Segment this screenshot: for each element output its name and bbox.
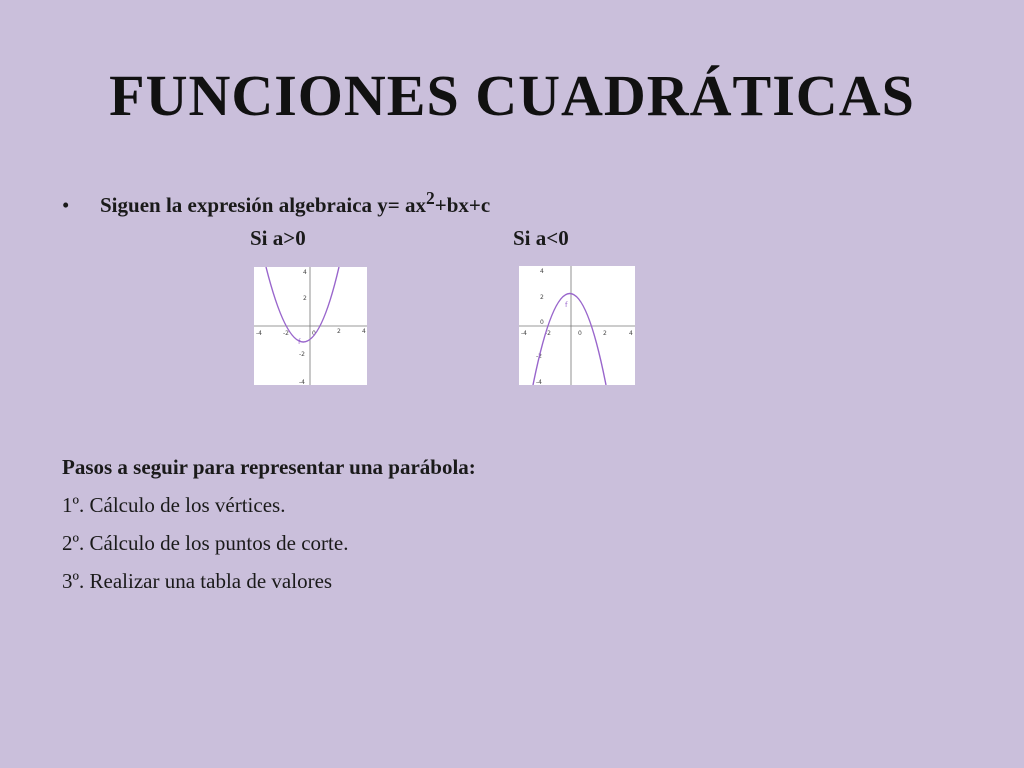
bullet-marker: • — [62, 193, 70, 217]
y-tick: 0 — [540, 319, 544, 326]
parabola-negative-svg — [519, 266, 635, 385]
x-tick: 2 — [603, 330, 607, 337]
step-item: 1º. Cálculo de los vértices. — [62, 493, 286, 517]
x-tick: 0 — [312, 330, 316, 337]
curve-label: f — [298, 338, 301, 346]
parabola-curve — [266, 267, 339, 342]
y-tick: 4 — [303, 269, 307, 276]
parabola-graph-positive — [254, 267, 367, 385]
x-tick: -4 — [256, 330, 262, 337]
y-tick: -4 — [299, 379, 305, 385]
expression-text: Siguen la expresión algebraica y= ax — [100, 193, 427, 217]
y-tick: -2 — [299, 351, 305, 358]
x-tick: 0 — [578, 330, 582, 337]
condition-negative: Si a<0 — [513, 226, 569, 250]
x-tick: 4 — [629, 330, 633, 337]
y-tick: 2 — [303, 295, 307, 302]
curve-label: f — [565, 301, 568, 309]
expression-text-end: +bx+c — [434, 193, 491, 217]
parabola-positive-svg — [254, 267, 367, 385]
condition-positive: Si a>0 — [250, 226, 306, 250]
expression-exponent: 2 — [426, 188, 435, 208]
x-tick: -2 — [283, 330, 289, 337]
parabola-graph-negative — [519, 266, 635, 385]
step-item: 2º. Cálculo de los puntos de corte. — [62, 531, 349, 555]
x-tick: 2 — [337, 328, 341, 335]
steps-heading: Pasos a seguir para representar una parábola: — [62, 455, 476, 479]
steps-section — [62, 448, 476, 600]
y-tick: 4 — [540, 268, 544, 275]
y-tick: 2 — [540, 294, 544, 301]
x-tick: -4 — [521, 330, 527, 337]
y-tick: -4 — [536, 379, 542, 385]
step-item: 3º. Realizar una tabla de valores — [62, 569, 333, 593]
x-tick: -2 — [545, 330, 551, 337]
slide-title: FUNCIONES CUADRÁTICAS — [109, 63, 915, 128]
x-tick: 4 — [362, 328, 366, 335]
bullet-expression — [62, 188, 490, 218]
y-tick: -2 — [536, 353, 542, 360]
parabola-curve — [533, 294, 606, 386]
